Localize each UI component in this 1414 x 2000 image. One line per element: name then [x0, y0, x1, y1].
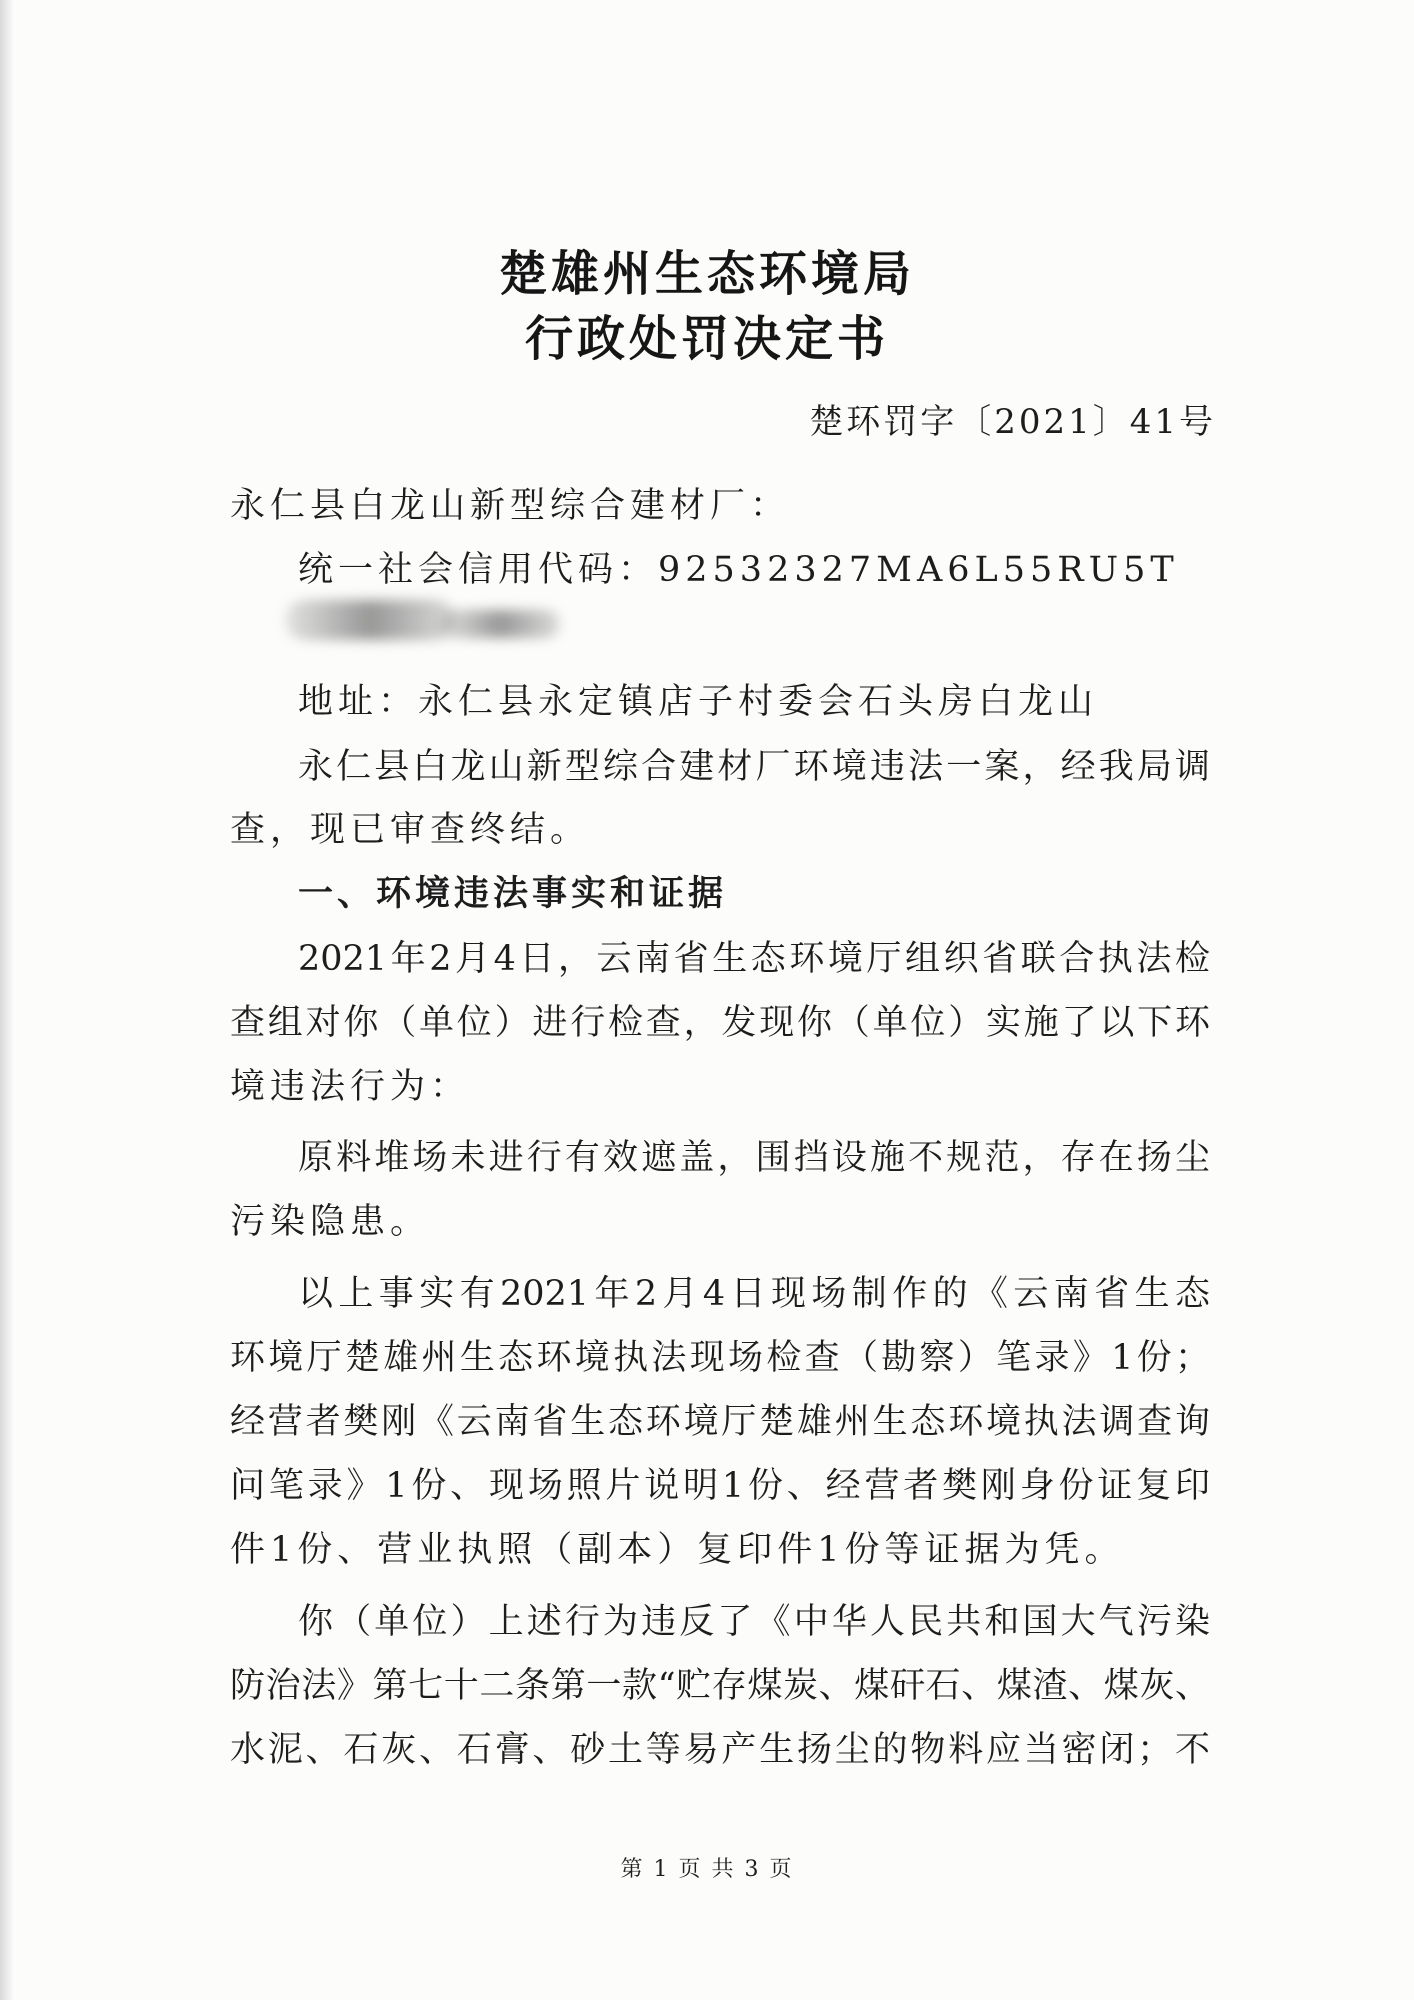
facts-paragraph-line: 2021年2月4日，云南省生态环境厅组织省联合执法检: [298, 939, 1210, 979]
intro-paragraph-line: 永仁县白龙山新型综合建材厂环境违法一案，经我局调: [298, 747, 1210, 787]
page-number: 第 1 页 共 3 页: [620, 1857, 794, 1882]
evidence-paragraph-line: 环境厅楚雄州生态环境执法现场检查（勘察）笔录》1份；: [230, 1338, 1210, 1378]
party-address: 地址：永仁县永定镇店子村委会石头房白龙山: [298, 682, 1099, 722]
legal-basis-paragraph-line: 防治法》第七十二条第一款“贮存煤炭、煤矸石、煤渣、煤灰、: [230, 1666, 1210, 1706]
redaction-mark: [440, 610, 560, 638]
legal-basis-paragraph-line: 你（单位）上述行为违反了《中华人民共和国大气污染: [298, 1602, 1210, 1642]
legal-basis-paragraph-line: 水泥、石灰、石膏、砂土等易产生扬尘的物料应当密闭；不: [230, 1730, 1210, 1770]
section-heading-facts: 一、环境违法事实和证据: [298, 874, 728, 914]
evidence-paragraph-line: 经营者樊刚《云南省生态环境厅楚雄州生态环境执法调查询: [230, 1402, 1210, 1442]
facts-paragraph-line: 境违法行为：: [230, 1067, 471, 1107]
document-title-agency: 楚雄州生态环境局: [498, 246, 915, 302]
evidence-paragraph-line: 问笔录》1份、现场照片说明1份、经营者樊刚身份证复印: [230, 1466, 1210, 1506]
violation-paragraph-line: 原料堆场未进行有效遮盖，围挡设施不规范，存在扬尘: [298, 1138, 1210, 1178]
intro-paragraph-line: 查，现已审查终结。: [230, 810, 591, 850]
violation-paragraph-line: 污染隐患。: [230, 1202, 431, 1242]
document-title-type: 行政处罚决定书: [524, 311, 889, 367]
party-name: 永仁县白龙山新型综合建材厂：: [230, 486, 791, 526]
redaction-mark: [285, 600, 455, 640]
evidence-paragraph-line: 以上事实有2021年2月4日现场制作的《云南省生态: [298, 1274, 1210, 1314]
facts-paragraph-line: 查组对你（单位）进行检查，发现你（单位）实施了以下环: [230, 1003, 1210, 1043]
evidence-paragraph-line: 件1份、营业执照（副本）复印件1份等证据为凭。: [230, 1530, 1125, 1570]
credit-code: 统一社会信用代码：92532327MA6L55RU5T: [298, 550, 1179, 590]
document-number: 楚环罚字〔2021〕41号: [809, 402, 1216, 442]
